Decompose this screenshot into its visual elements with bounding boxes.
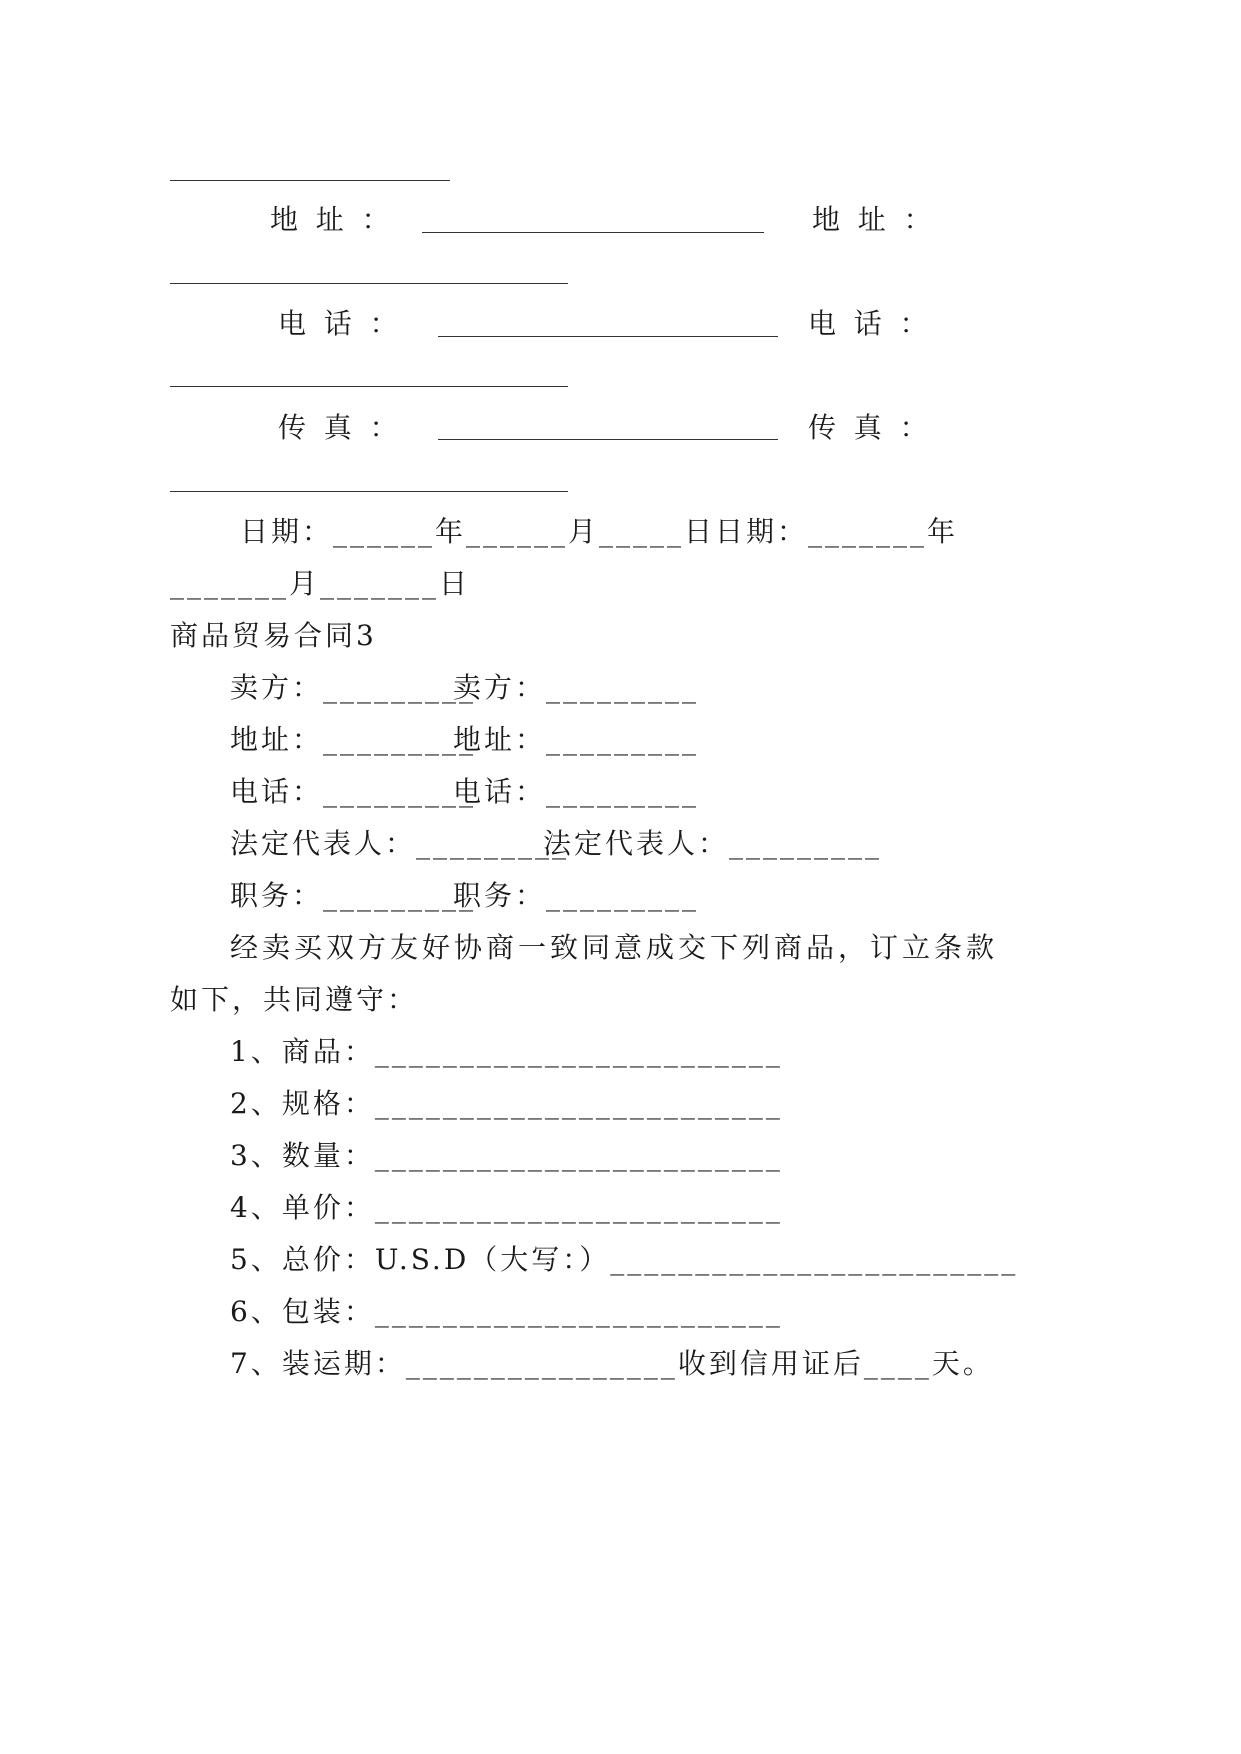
date-line-2: _______月_______日 (170, 567, 471, 600)
party-phone-right: 电话：_________ (453, 775, 700, 808)
fax-label-left: 传 真 ： (278, 411, 398, 444)
address-label-left: 地 址 ： (270, 203, 390, 236)
blank-line (170, 180, 450, 181)
fax-blank-right (170, 491, 568, 492)
clause-item: 1、商品：________________________ (230, 1035, 783, 1068)
seller-right: 卖方：_________ (453, 671, 700, 704)
address-blank-left (422, 232, 764, 233)
phone-blank-right (170, 386, 568, 387)
clause-item: 3、数量：________________________ (230, 1139, 783, 1172)
phone-blank-left (438, 336, 778, 337)
clause-item: 2、规格：________________________ (230, 1087, 783, 1120)
clause-item: 7、装运期：________________收到信用证后____天。 (230, 1347, 994, 1380)
legal-rep-left: 法定代表人：_________ (230, 827, 570, 860)
position-left: 职务：_________ (230, 879, 477, 912)
intro-line-2: 如下，共同遵守： (170, 983, 419, 1016)
legal-rep-right: 法定代表人：_________ (543, 827, 883, 860)
party-address-right: 地址：_________ (453, 723, 700, 756)
clause-item: 6、包装：________________________ (230, 1295, 783, 1328)
clause-item: 4、单价：________________________ (230, 1191, 783, 1224)
position-right: 职务：_________ (453, 879, 700, 912)
phone-label-right: 电 话 ： (808, 307, 928, 340)
clause-item: 5、总价：U.S.D（大写：）________________________ (230, 1243, 1019, 1276)
date-line-1: 日期：______年______月_____日日期：_______年 (240, 515, 959, 548)
fax-blank-left (438, 439, 778, 440)
contract-title: 商品贸易合同3 (170, 619, 377, 652)
phone-label-left: 电 话 ： (278, 307, 398, 340)
seller-left: 卖方：_________ (230, 671, 477, 704)
fax-label-right: 传 真 ： (808, 411, 928, 444)
party-phone-left: 电话：_________ (230, 775, 477, 808)
intro-line-1: 经卖买双方友好协商一致同意成交下列商品，订立条款 (230, 931, 999, 964)
address-label-right: 地 址 ： (812, 203, 932, 236)
address-blank-right (170, 283, 568, 284)
party-address-left: 地址：_________ (230, 723, 477, 756)
